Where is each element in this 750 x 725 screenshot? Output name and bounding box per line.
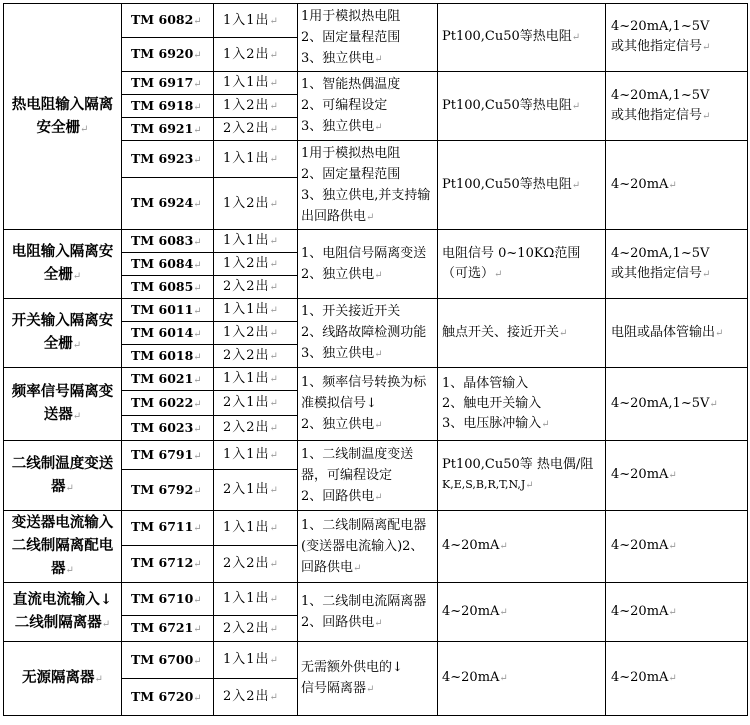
model-cell: TM 6700↵ xyxy=(122,642,214,679)
table-row xyxy=(4,299,748,322)
product-spec-table xyxy=(3,3,748,716)
io-cell: 1入1出↵ xyxy=(214,441,298,470)
model-cell: TM 6721↵ xyxy=(122,616,214,642)
model-cell: TM 6084↵ xyxy=(122,253,214,276)
output-signal-cell: 4~20mA↵ xyxy=(606,511,748,583)
io-cell: 2入2出↵ xyxy=(214,345,298,368)
model-cell: TM 6711↵ xyxy=(122,511,214,546)
category-cell: 频率信号隔离变送器↵ xyxy=(4,368,122,441)
feature-cell: 1、二线制电流隔离器 2、回路供电↵ xyxy=(298,583,438,642)
model-cell: TM 6792↵ xyxy=(122,470,214,511)
model-cell: TM 6011↵ xyxy=(122,299,214,322)
model-cell: TM 6924↵ xyxy=(122,178,214,230)
model-cell: TM 6710↵ xyxy=(122,583,214,616)
model-cell: TM 6085↵ xyxy=(122,276,214,299)
model-cell: TM 6791↵ xyxy=(122,441,214,470)
category-cell: 开关输入隔离安全栅↵ xyxy=(4,299,122,368)
table-row xyxy=(4,511,748,546)
feature-cell: 1用于模拟热电阻 2、固定量程范围 3、独立供电,并支持输出回路供电↵ xyxy=(298,141,438,230)
output-signal-cell: 4~20mA↵ xyxy=(606,642,748,716)
input-signal-cell: 4~20mA↵ xyxy=(438,511,606,583)
input-signal-cell: 电阻信号 0~10KΩ范围（可选）↵ xyxy=(438,230,606,299)
io-cell: 1入1出↵ xyxy=(214,368,298,391)
feature-cell: 1、频率信号转换为标准模拟信号↓ 2、独立供电↵ xyxy=(298,368,438,441)
category-cell: 直流电流输入↓二线制隔离器↵ xyxy=(4,583,122,642)
model-cell: TM 6022↵ xyxy=(122,391,214,416)
table-row xyxy=(4,642,748,679)
model-cell: TM 6917↵ xyxy=(122,72,214,95)
input-signal-cell: Pt100,Cu50等热电阻↵ xyxy=(438,141,606,230)
io-cell: 2入2出↵ xyxy=(214,616,298,642)
feature-cell: 1、二线制温度变送器，可编程设定 2、回路供电↵ xyxy=(298,441,438,511)
model-cell: TM 6023↵ xyxy=(122,416,214,441)
io-cell: 2入1出↵ xyxy=(214,391,298,416)
output-signal-cell: 4~20mA,1~5V↵ xyxy=(606,368,748,441)
output-signal-cell: 4~20mA,1~5V 或其他指定信号↵ xyxy=(606,72,748,141)
io-cell: 2入2出↵ xyxy=(214,416,298,441)
io-cell: 1入1出↵ xyxy=(214,642,298,679)
feature-cell: 1、开关接近开关 2、线路故障检测功能 3、独立供电↵ xyxy=(298,299,438,368)
table-row xyxy=(4,441,748,470)
input-signal-cell: Pt100,Cu50等热电阻↵ xyxy=(438,4,606,72)
output-signal-cell: 4~20mA↵ xyxy=(606,141,748,230)
input-signal-cell: 触点开关、接近开关↵ xyxy=(438,299,606,368)
model-cell: TM 6018↵ xyxy=(122,345,214,368)
io-cell: 1入2出↵ xyxy=(214,178,298,230)
io-cell: 1入2出↵ xyxy=(214,322,298,345)
category-cell: 电阻输入隔离安全栅↵ xyxy=(4,230,122,299)
table-row xyxy=(4,583,748,616)
input-signal-cell: Pt100,Cu50等 热电偶/阻 K,E,S,B,R,T,N,J↵ xyxy=(438,441,606,511)
io-cell: 1入1出↵ xyxy=(214,583,298,616)
table-row xyxy=(4,4,748,38)
model-cell: TM 6021↵ xyxy=(122,368,214,391)
io-cell: 2入2出↵ xyxy=(214,276,298,299)
output-signal-cell: 4~20mA↵ xyxy=(606,583,748,642)
io-cell: 2入2出↵ xyxy=(214,679,298,716)
io-cell: 2入2出↵ xyxy=(214,545,298,582)
category-cell: 变送器电流输入二线制隔离配电器↵ xyxy=(4,511,122,583)
model-cell: TM 6083↵ xyxy=(122,230,214,253)
input-signal-cell: 4~20mA↵ xyxy=(438,583,606,642)
io-cell: 2入1出↵ xyxy=(214,470,298,511)
model-cell: TM 6918↵ xyxy=(122,95,214,118)
io-cell: 1入2出↵ xyxy=(214,38,298,72)
io-cell: 1入1出↵ xyxy=(214,72,298,95)
model-cell: TM 6920↵ xyxy=(122,38,214,72)
model-cell: TM 6082↵ xyxy=(122,4,214,38)
feature-cell: 1用于模拟热电阻 2、固定量程范围 3、独立供电↵ xyxy=(298,4,438,72)
io-cell: 2入2出↵ xyxy=(214,118,298,141)
model-cell: TM 6014↵ xyxy=(122,322,214,345)
table-row xyxy=(4,368,748,391)
feature-cell: 1、智能热偶温度 2、可编程设定 3、独立供电↵ xyxy=(298,72,438,141)
io-cell: 1入1出↵ xyxy=(214,299,298,322)
table-row xyxy=(4,230,748,253)
category-cell: 热电阻输入隔离安全栅↵ xyxy=(4,4,122,230)
feature-cell: 1、二线制隔离配电器(变送器电流输入)2、回路供电↵ xyxy=(298,511,438,583)
io-cell: 1入1出↵ xyxy=(214,230,298,253)
output-signal-cell: 电阻或晶体管输出↵ xyxy=(606,299,748,368)
model-cell: TM 6921↵ xyxy=(122,118,214,141)
category-cell: 无源隔离器↵ xyxy=(4,642,122,716)
output-signal-cell: 4~20mA↵ xyxy=(606,441,748,511)
output-signal-cell: 4~20mA,1~5V 或其他指定信号↵ xyxy=(606,4,748,72)
io-cell: 1入2出↵ xyxy=(214,95,298,118)
input-signal-cell: Pt100,Cu50等热电阻↵ xyxy=(438,72,606,141)
io-cell: 1入1出↵ xyxy=(214,141,298,178)
output-signal-cell: 4~20mA,1~5V 或其他指定信号↵ xyxy=(606,230,748,299)
feature-cell: 无需额外供电的↓ 信号隔离器↵ xyxy=(298,642,438,716)
model-cell: TM 6712↵ xyxy=(122,545,214,582)
model-cell: TM 6923↵ xyxy=(122,141,214,178)
feature-cell: 1、电阻信号隔离变送 2、独立供电↵ xyxy=(298,230,438,299)
model-cell: TM 6720↵ xyxy=(122,679,214,716)
io-cell: 1入1出↵ xyxy=(214,4,298,38)
input-signal-cell: 4~20mA↵ xyxy=(438,642,606,716)
io-cell: 1入2出↵ xyxy=(214,253,298,276)
input-signal-cell: 1、晶体管输入 2、触电开关输入 3、电压脉冲输入↵ xyxy=(438,368,606,441)
category-cell: 二线制温度变送器↵ xyxy=(4,441,122,511)
io-cell: 1入1出↵ xyxy=(214,511,298,546)
